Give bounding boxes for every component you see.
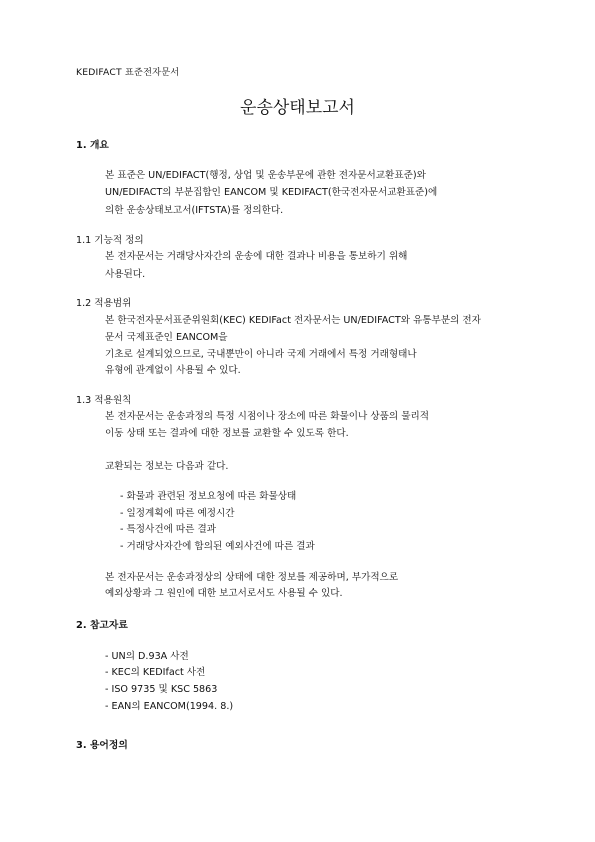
subsection-1-2-heading: 1.2 적용범위 [76,298,132,309]
document-title: 운송상태보고서 [240,98,355,118]
section-1-heading: 1. 개요 [76,140,109,151]
section-2-heading: 2. 참고자료 [76,620,128,631]
exchange-item: - 특정사건에 따른 결과 [120,524,217,535]
subsection-1-2-line: 본 한국전자문서표준위원회(KEC) KEDIFact 전자문서는 UN/EDIFACT와 유통부분의 전자 [105,315,481,326]
reference-item: - KEC의 KEDIfact 사전 [105,667,206,678]
subsection-1-1-line: 본 전자문서는 거래당사자간의 운송에 대한 결과나 비용을 통보하기 위해 [105,251,408,262]
document-header: KEDIFACT 표준전자문서 [76,67,180,78]
exchange-item: - 화물과 관련된 정보요청에 따른 화물상태 [120,491,297,502]
exchange-item: - 거래당사자간에 합의된 예외사건에 따른 결과 [120,541,315,552]
subsection-1-2-line: 기초로 설계되었으므로, 국내뿐만이 아니라 국제 거래에서 특정 거래형태나 [105,349,417,360]
closing-line: 예외상황과 그 원인에 대한 보고서로서도 사용될 수 있다. [105,588,343,599]
subsection-1-1-line: 사용된다. [105,269,146,280]
intro-line: UN/EDIFACT의 부분집합인 EANCOM 및 KEDIFACT(한국전자문서교환표준)에 [105,187,438,198]
intro-line: 의한 운송상태보고서(IFTSTA)를 정의한다. [105,205,284,216]
exchange-item: - 일정계획에 따른 예정시간 [120,508,235,519]
reference-item: - ISO 9735 및 KSC 5863 [105,684,218,695]
section-3-heading: 3. 용어정의 [76,740,128,751]
subsection-1-3-line: 본 전자문서는 운송과정의 특정 시점이나 장소에 따른 화물이나 상품의 물리적 [105,411,430,422]
reference-item: - EAN의 EANCOM(1994. 8.) [105,701,234,712]
subsection-1-1-heading: 1.1 기능적 정의 [76,235,144,246]
reference-item: - UN의 D.93A 사전 [105,651,189,662]
subsection-1-3-heading: 1.3 적용원칙 [76,395,132,406]
exchange-intro: 교환되는 정보는 다음과 같다. [105,461,229,472]
intro-line: 본 표준은 UN/EDIFACT(행정, 상업 및 운송부문에 관한 전자문서교환표준)와 [105,170,426,181]
subsection-1-2-line: 문서 국제표준인 EANCOM을 [105,332,228,343]
subsection-1-3-line: 이동 상태 또는 결과에 대한 정보를 교환할 수 있도록 한다. [105,428,349,439]
subsection-1-2-line: 유형에 관계없이 사용될 수 있다. [105,365,241,376]
closing-line: 본 전자문서는 운송과정상의 상태에 대한 정보를 제공하며, 부가적으로 [105,572,399,583]
